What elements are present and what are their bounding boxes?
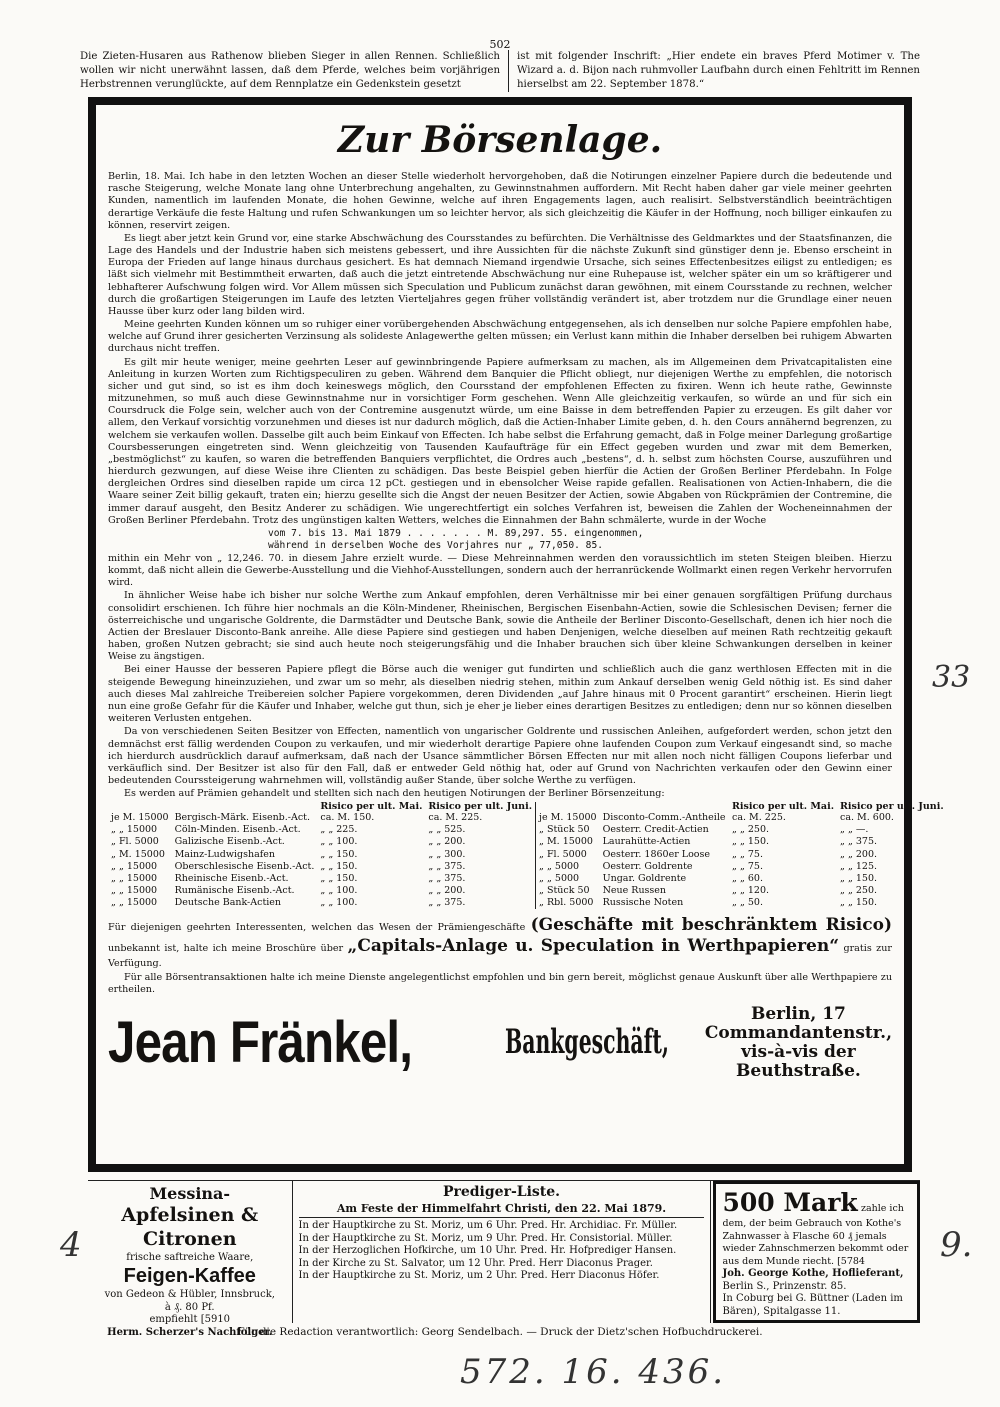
cell: ca. M. 600. — [840, 812, 894, 824]
handwritten-shelfmark: 572. 16. 436. — [460, 1352, 727, 1392]
cell: „ „ 200. — [428, 884, 466, 896]
cell: Bergisch-Märk. Eisenb.-Act. — [174, 812, 311, 824]
table-row — [108, 885, 535, 897]
cell: „ „ 375. — [428, 860, 466, 872]
advert-messina — [88, 1181, 293, 1338]
cell: Ungar. Goldrente — [602, 872, 687, 884]
cell: „ „ 225. — [320, 824, 358, 836]
cell: „ „ 100. — [320, 896, 358, 908]
cell: „ „ 150. — [840, 896, 878, 908]
cell: Oesterr. 1860er Loose — [602, 848, 711, 860]
messina-line8: Herm. Scherzer's Nachfolger. — [107, 1326, 273, 1338]
cell: „ „ —. — [840, 824, 869, 836]
cell: Russische Noten — [602, 896, 684, 908]
brochure-post: gratis zur Verfügung. — [108, 943, 892, 969]
cell: Rumänische Eisenb.-Act. — [174, 884, 295, 896]
paragraph: Es gilt mir heute weniger, meine geehrten Leser auf gewinnbringende Papiere aufmerksam zu machen, als im Allgemeinen dem Privatcapitalisten eine Anleitung in kurzen Worten zum Richtigspeculiren zu geben. Während dem Banquier die Pflicht obliegt, nur diejenigen Werthe zu empfehlen, die notorisch sicher und gut sind, so ist es ihm doch keineswegs möglich, den Coursstand der empfohlenen Effecten zu fixiren. Wenn ich heute rathe, Gewinnste mitzunehmen, so muß auch diese Gewinnstnahme nur in vorsichtiger Form geschehen. Wenn Alle gleichzeitig verkaufen, so würde an und für sich ein Coursdruck die Folge sein, welcher auch von der Contremine ausgenutzt würde, um eine Baisse in dem betreffenden Papier zu erzeugen. Es gilt daher vor allem, den Verkauf vorsichtig vorzunehmen und dieses ist nur dadurch möglich, daß die Actien-Inhaber Limite geben, d. h. den Cours annähernd begrenzen, zu welchem sie verkaufen wollen. Dasselbe gilt auch beim Einkauf von Effecten. Ich habe selbst die Erfahrung gemacht, daß in Folge meiner Darlegung großartige Coursbesserungen eingetreten sind. Wenn gleichzeitig von Tausenden Kaufaufträge für ein Effect gegeben wurden und zwar mit dem Bemerken, „bestmöglichst“ zu kaufen, so waren die betreffenden Banquiers verpflichtet, die Ordres auch „bestens“, d. h. selbst zum höchsten Course, auszuführen und hierdurch gezwungen, auf diese Weise ihre Clienten zu schädigen. Das beste Beispiel geben hierfür die Actien der Großen Berliner Pferdebahn. In Folge dergleichen Ordres sind dieselben rapide um circa 12 pCt. gestiegen und in ebensolcher Weise rapide gefallen. Realisationen von Actien-Inhabern, die die Waare seiner Zeit billig gekauft, traten ein; hierzu gesellte sich die Angst der neuen Besitzer der Actien, sowie Abgaben von Rückprämien der Contremine, die immer darauf ausgeht, den Besitz Anderer zu schädigen. Wie ungerechtfertigt ein solches Verfahren ist, beweisen die Zahlen der Wocheneinnahmen der Großen Berliner Pferdebahn. Trotz des ungünstigen kalten Wetters, welches die Einnahmen der Bahn schmälerte, wurde in der Woche — [108, 356, 892, 526]
cell: Cöln-Minden. Eisenb.-Act. — [174, 824, 301, 836]
advert-name: Jean Fränkel, — [108, 1009, 413, 1075]
messina-line5: von Gedeon & Hübler, Innsbruck, — [104, 1289, 275, 1300]
cell: „ „ 250. — [732, 824, 770, 836]
messina-line4: Feigen-Kaffee — [123, 1265, 256, 1287]
table-row — [536, 812, 947, 824]
cell: „ „ 125. — [840, 860, 878, 872]
list-item: In der Hauptkirche zu St. Moriz, um 9 Uhr. Pred. Hr. Consistorial. Müller. — [298, 1232, 673, 1244]
brochure-paren: (Geschäfte mit beschränktem Risico) — [530, 914, 892, 935]
kothe-name: Joh. George Kothe, Hoflieferant, — [722, 1268, 904, 1280]
paragraph: In ähnlicher Weise habe ich bisher nur solche Werthe zum Ankauf empfohlen, deren Verhältnisse mir bei einer genauen sorgfältigen Prüfung durchaus consolidirt erschienen. Ich führe hier nochmals an die Köln-Mindener, Rheinischen, Bergischen Eisenbahn-Actien, sowie die Schlesischen Devisen; ferner die österreichische und ungarische Goldrente, die Darmstädter und Deutsche Bank, sowie die Antheile der Berliner Disconto-Gesellschaft, denen ich hier noch die Actien der Breslauer Disconto-Bank anreihe. Alle diese Papiere sind gestiegen und haben Denjenigen, welche dieselben auf meinen Rath rechtzeitig gekauft haben, großen Nutzen gebracht; sie sind auch heute noch steigerungsfähig und die Inhaber brauchen sich über kleine Schwankungen derselben in keiner Weise zu ängstigen. — [108, 590, 892, 663]
cell: Neue Russen — [602, 884, 667, 896]
brochure-note — [108, 915, 892, 970]
cell: „ Rbl. 5000 — [539, 896, 594, 908]
table-row — [108, 812, 535, 824]
table-row — [536, 824, 947, 836]
paragraph: Es liegt aber jetzt kein Grund vor, eine starke Abschwächung des Coursstandes zu befürchten. Die Verhältnisse des Geldmarktes und der Staatsfinanzen, die Lage des Handels und der Industrie haben sich meistens gebessert, und ihre Aussichten für die nächste Zukunft sind günstiger denn je. Ebenso erscheint in Europa der Frieden auf lange hinaus durchaus gesichert. Es hat demnach Niemand irgendwie Ursache, sich seines Effectenbesitzes eiligst zu entledigen; es läßt sich vielmehr mit Bestimmtheit erwarten, daß auch die jetzt eintretende Abschwächung nur eine Ruhepause ist, welcher später ein um so kräftigerer und lebhafterer Aufschwung folgen wird. Vor Allem müssen sich Speculation und Publicum zunächst daran gewöhnen, mit einem Coursstande zu rechnen, welcher durch die großartigen Steigerungen im Laufe des letzten Vierteljahres gegen früher vollständig verändert ist, aber trotzdem nur die Grundlage einer neuen Hausse über kurz oder lang bilden wird. — [108, 232, 892, 317]
list-item: In der Hauptkirche zu St. Moriz, um 6 Uhr. Pred. Hr. Archidiac. Fr. Müller. — [298, 1220, 678, 1232]
paragraph: Es werden auf Prämien gehandelt und stellten sich nach den heutigen Notirungen der Berliner Börsenzeitung: — [124, 788, 665, 800]
cell: Mainz-Ludwigshafen — [174, 848, 276, 860]
cell: „ „ 150. — [732, 836, 770, 848]
cell: „ „ 15000 — [111, 824, 158, 836]
top-article-right: ist mit folgender Inschrift: „Hier endete ein braves Pferd Motimer v. The Wizard a. d. Bijon nach ruhmvoller Laufbahn durch einen Fehltritt im Rennen hierselbst am 22. September 1878.“ — [508, 50, 920, 92]
table-row — [536, 836, 947, 848]
messina-line3: frische saftreiche Waare, — [126, 1251, 254, 1263]
table-row — [108, 873, 535, 885]
cell: ca. M. 150. — [320, 812, 375, 824]
cell: „ „ 375. — [428, 896, 466, 908]
cell: „ „ 250. — [840, 884, 878, 896]
article-body — [108, 171, 944, 1081]
table-row — [536, 861, 947, 873]
table-row — [108, 836, 535, 848]
paragraph: Da von verschiedenen Seiten Besitzer von Effecten, namentlich von ungarischer Goldrente und russischen Anleihen, aufgefordert werden, schon jetzt den demnächst erst fällig werdenden Coupon zu verkaufen, und mir wiederholt derartige Papiere ohne laufenden Coupon zum Verkauf eingesandt sind, so mache ich hierdurch ausdrücklich darauf aufmerksam, daß nach der Usance sämmtlicher Börsen Effecten nur mit allen noch nicht fälligen Coupons lieferbar und verkäuflich sind. Der Besitzer ist also für den Fall, daß er entweder Geld nöthig hat, oder auf Grund von Nachrichten verkaufen oder den Gewinn einer bedeutenden Courssteigerung wahrnehmen will, vollständig außer Stande, über solche Werthe zu verfügen. — [108, 726, 892, 787]
premium-tables — [108, 801, 944, 908]
cell: „ „ 525. — [428, 824, 466, 836]
cell: „ „ 200. — [840, 848, 878, 860]
table-row — [108, 824, 535, 836]
cell: „ „ 150. — [320, 848, 358, 860]
brochure-pre: Für diejenigen geehrten Interessenten, welchen das Wesen der Prämiengeschäfte — [108, 921, 526, 933]
table-row — [536, 849, 947, 861]
handwritten-mark-left: 4 — [60, 1225, 82, 1265]
prediger-title: Prediger-Liste. — [442, 1184, 561, 1200]
brochure-last: Für alle Börsentransaktionen halte ich meine Dienste angelegentlichst empfohlen und bin gern bereit, möglichst genaue Auskunft über alle Werthpapiere zu ertheilen. — [108, 972, 892, 996]
jean-fraenkel-advert — [108, 1005, 892, 1081]
messina-line2: Apfelsinen & Citronen — [121, 1204, 259, 1250]
cell: „ „ 60. — [732, 872, 763, 884]
cell: „ Stück 50 — [539, 884, 590, 896]
messina-line7: empfiehlt [5910 — [149, 1314, 231, 1325]
cell: „ „ 15000 — [111, 860, 158, 872]
cell: „ „ 5000 — [539, 872, 580, 884]
kothe-big: 500 Mark — [722, 1188, 858, 1217]
cell: „ „ 200. — [428, 836, 466, 848]
cell: Laurahütte-Actien — [602, 836, 691, 848]
cell: „ „ 100. — [320, 836, 358, 848]
advert-address: Berlin, 17 Commandantenstr., vis-à-vis der Beuthstraße. — [704, 1003, 893, 1081]
paragraph: Meine geehrten Kunden können um so ruhiger einer vorübergehenden Abschwächung entgegensehen, als ich denselben nur solche Papiere empfohlen habe, welche auf Grund ihrer gesicherten Verzinsung als solideste Anlagewerthe gelten müssen; ein Verlust kann mithin die Inhaber derselben bei ruhigem Abwarten durchaus nicht treffen. — [108, 319, 892, 355]
table-header — [600, 802, 729, 812]
cell: Rheinische Eisenb.-Act. — [174, 872, 289, 884]
premium-table-right — [535, 802, 947, 908]
table-header — [172, 802, 318, 812]
paragraph: Berlin, 18. Mai. Ich habe in den letzten Wochen an dieser Stelle wiederholt hervorgehoben, daß die Notirungen einzelner Papiere durch die bedeutende und rasche Steigerung, welche Monate lang ohne Unterbrechung angehalten, zu Gewinnstnahmen auffordern. Mit Recht haben daher gar viele meiner geehrten Kunden, namentlich im laufenden Monate, die hohen Gewinne, welche auf ihren Engagements lagen, auch realisirt. Selbstverständlich beeinträchtigen derartige Verkäufe die feste Haltung und rufen Schwankungen um so leichter hervor, als sich gleichzeitig die Käufer in der Hoffnung, noch billiger einkaufen zu können, reservirt zeigen. — [108, 171, 892, 231]
cell: „ „ 50. — [732, 896, 763, 908]
prediger-subtitle: Am Feste der Himmelfahrt Christi, den 22. Mai 1879. — [299, 1202, 705, 1219]
kothe-text2: In Coburg bei G. Büttner (Laden im Bären), Spitalgasse 11. — [722, 1293, 903, 1317]
headline: Zur Börsenlage. — [337, 119, 663, 161]
cell: Galizische Eisenb.-Act. — [174, 836, 285, 848]
messina-line1: Messina- — [149, 1184, 231, 1203]
kothe-addr: Berlin S., Prinzenstr. 85. — [722, 1280, 847, 1292]
page-number: 502 — [489, 38, 511, 51]
cell: „ Fl. 5000 — [111, 836, 159, 848]
cell: „ „ 75. — [732, 860, 763, 872]
table-row — [108, 849, 535, 861]
cell: „ „ 150. — [840, 872, 878, 884]
income-line-1: vom 7. bis 13. Mai 1879 . . . . . . . M. 89,297. 55. eingenommen, — [268, 527, 644, 539]
cell: „ „ 375. — [840, 836, 878, 848]
table-row — [108, 861, 535, 873]
advert-prediger-liste — [293, 1181, 712, 1323]
cell: „ „ 150. — [320, 872, 358, 884]
imprint-footer: Für die Redaction verantwortlich: Georg Sendelbach. — Druck der Dietz'schen Hofbuchdruckerei. — [237, 1326, 763, 1338]
cell: Oberschlesische Eisenb.-Act. — [174, 860, 315, 872]
cell: „ Stück 50 — [539, 824, 590, 836]
table-header: Risico per ult. Juni. — [428, 801, 533, 813]
handwritten-mark-right: 33 — [932, 660, 971, 695]
table-header: Risico per ult. Juni. — [840, 801, 944, 813]
cell: Oesterr. Credit-Actien — [602, 824, 709, 836]
cell: Oesterr. Goldrente — [602, 860, 693, 872]
cell: „ „ 100. — [320, 884, 358, 896]
cell: „ „ 15000 — [111, 884, 158, 896]
income-line-3: mithin ein Mehr von „ 12,246. 70. in diesem Jahre erzielt wurde. — Diese Mehreinnahmen werden den voraussichtlich im steten Steigen bleiben. Hierzu kommt, daß nicht allein die Gewerbe-Ausstellung und die Viehhof-Ausstellungen, sondern auch der herranrückende Wollmarkt einen regen Verkehr hervorrufen wird. — [108, 552, 892, 589]
cell: „ M. 15000 — [539, 836, 593, 848]
table-row — [536, 873, 947, 885]
cell: „ Fl. 5000 — [539, 848, 587, 860]
cell: je M. 15000 — [111, 812, 169, 824]
income-line-2: während in derselben Woche des Vorjahres nur „ 77,050. 85. — [268, 540, 604, 552]
messina-line6: à ₰. 80 Pf. — [164, 1301, 215, 1313]
cell: ca. M. 225. — [732, 812, 786, 824]
brochure-title: „Capitals-Anlage u. Speculation in Werthpapieren“ — [347, 936, 840, 957]
cell: „ „ 150. — [320, 860, 358, 872]
cell: Disconto-Comm.-Antheile — [602, 812, 726, 824]
premium-table-left — [108, 802, 535, 908]
paragraph: Bei einer Hausse der besseren Papiere pflegt die Börse auch die weniger gut fundirten und schließlich auch die ganz werthlosen Effecten mit in die steigende Bewegung hineinzuziehen, und zwar um so mehr, als dieselben niedrig stehen, mithin zum Ankauf derselben wenig Geld nöthig ist. Es sind daher auch dieses Mal zahlreiche Treibereien solcher Papiere vorgekommen, deren Dividenden „auf Jahre hinaus mit 0 Procent garantirt“ erscheinen. Hierin liegt nun eine große Gefahr für die Käufer und Inhaber, welche gut thun, sich je eher je lieber eines derartigen Besitzes zu entledigen; denn nur so können dieselben weiteren Verlusten entgehen. — [108, 664, 892, 725]
cell: „ „ 300. — [428, 848, 466, 860]
brochure-mid: unbekannt ist, halte ich meine Broschüre über — [108, 943, 344, 955]
handwritten-mark-right-2: 9. — [940, 1225, 973, 1265]
top-article — [80, 50, 920, 92]
table-row — [536, 897, 947, 909]
cell: ca. M. 225. — [428, 812, 483, 824]
table-header: Risico per ult. Mai. — [320, 801, 423, 813]
cell: „ „ 15000 — [111, 872, 158, 884]
table-row — [536, 885, 947, 897]
cell: „ „ 375. — [428, 872, 466, 884]
cell: „ „ 5000 — [539, 860, 580, 872]
cell: Deutsche Bank-Actien — [174, 896, 282, 908]
kothe-text1: zahle ich dem, der beim Gebrauch von Kothe's Zahnwasser à Flasche 60 ₰ jemals wieder Zahnschmerzen bekommt oder aus dem Munde riecht. [5784 — [722, 1203, 909, 1267]
cell: „ „ 75. — [732, 848, 763, 860]
top-article-left: Die Zieten-Husaren aus Rathenow blieben Sieger in allen Rennen. Schließlich wollen wir nicht unerwähnt lassen, daß dem Pferde, welches beim vorjährigen Herbstrennen verunglückte, auf dem Rennplatze ein Gedenkstein gesetzt — [80, 51, 500, 91]
list-item: In der Herzoglichen Hofkirche, um 10 Uhr. Pred. Hr. Hofprediger Hansen. — [298, 1245, 677, 1257]
cell: „ „ 120. — [732, 884, 770, 896]
table-row — [108, 897, 535, 909]
cell: „ „ 15000 — [111, 896, 158, 908]
cell: je M. 15000 — [539, 812, 597, 824]
list-item: In der Kirche zu St. Salvator, um 12 Uhr. Pred. Herr Diaconus Prager. — [298, 1257, 653, 1269]
boersenlage-advert-frame — [88, 97, 944, 1172]
advert-kothe — [713, 1181, 920, 1323]
table-header — [536, 802, 600, 812]
list-item: In der Hauptkirche zu St. Moriz, um 2 Uhr. Pred. Herr Diaconus Höfer. — [298, 1270, 660, 1282]
table-header: Risico per ult. Mai. — [732, 801, 834, 813]
advert-business: Bankgeschäft, — [504, 1021, 669, 1062]
table-header — [108, 802, 172, 812]
cell: „ M. 15000 — [111, 848, 165, 860]
